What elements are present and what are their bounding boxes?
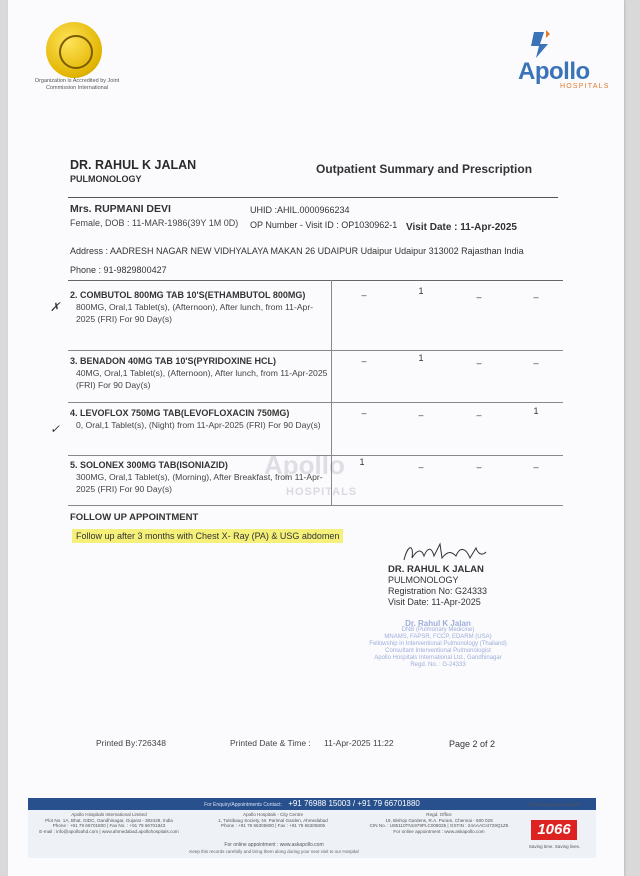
follow-up-note: Follow up after 3 months with Chest X- Ray (PA) & USG abdomen bbox=[72, 529, 343, 543]
medication-description: 300MG, Oral,1 Tablet(s), (Morning), After Breakfast, from 11-Apr-2025 (FRI) For 90 Day(s) bbox=[76, 472, 323, 494]
dose-morning: – bbox=[361, 290, 367, 300]
patient-gender-dob: Female, DOB : 11-MAR-1986(39Y 1M 0D) bbox=[70, 218, 239, 228]
op-number: OP Number - Visit ID : OP1030962-1 bbox=[250, 220, 398, 230]
emergency-number: 1066 bbox=[531, 820, 577, 840]
medication-title: 5. SOLONEX 300MG TAB(ISONIAZID) bbox=[70, 460, 228, 470]
stamp-name: Dr. Rahul K Jalan bbox=[405, 619, 471, 628]
footer-line: Plot No. 1A, Bhat, GIDC, Gandhinagar, Gujarat - 382428, India bbox=[45, 817, 173, 823]
medication-title: 3. BENADON 40MG TAB 10'S(PYRIDOXINE HCL) bbox=[70, 356, 277, 366]
watermark-brand: Apollo bbox=[264, 450, 345, 480]
dose-night: – bbox=[533, 462, 539, 472]
dose-afternoon: – bbox=[418, 410, 424, 420]
medication-item bbox=[70, 407, 328, 431]
footer-company-info bbox=[34, 812, 184, 834]
brand-name: Apollo bbox=[518, 58, 590, 85]
dose-morning: 1 bbox=[359, 457, 365, 467]
visit-date: Visit Date : 11-Apr-2025 bbox=[406, 222, 517, 233]
row-divider bbox=[68, 350, 563, 351]
dose-afternoon: – bbox=[418, 462, 424, 472]
dose-night: 1 bbox=[533, 406, 539, 416]
table-top-divider bbox=[68, 280, 563, 281]
dose-evening: – bbox=[476, 462, 482, 472]
medication-description: 800MG, Oral,1 Tablet(s), (Afternoon), After lunch, from 11-Apr-2025 (FRI) For 90 Day(s) bbox=[76, 302, 314, 324]
apollo-logo-icon bbox=[520, 28, 560, 60]
emergency-label: The Emergency Specialist bbox=[528, 802, 581, 807]
watermark-sub: HOSPITALS bbox=[286, 486, 358, 498]
doctor-department: PULMONOLOGY bbox=[70, 174, 142, 184]
page-number: Page 2 of 2 bbox=[449, 739, 496, 749]
patient-name: Mrs. RUPMANI DEVI bbox=[70, 203, 171, 215]
prescription-page bbox=[8, 0, 624, 876]
printed-date-label: Printed Date & Time : bbox=[230, 738, 311, 748]
dose-evening: – bbox=[476, 358, 482, 368]
footer-line: Phone : +91 79 66701800 | Fax No. : +91 79 66701843 bbox=[52, 823, 166, 829]
enquiry-label: For Enquiry/Appointments Contact: bbox=[204, 802, 282, 808]
accreditation-caption: Organization is Accredited by Joint Commission International bbox=[34, 78, 120, 91]
footer bbox=[28, 798, 596, 858]
dose-morning: – bbox=[361, 408, 367, 418]
signature-department: PULMONOLOGY bbox=[388, 575, 459, 585]
footer-line: Apollo Hospitals International Limited bbox=[71, 812, 147, 817]
printed-by: Printed By:726348 bbox=[96, 738, 166, 748]
dose-evening: – bbox=[476, 292, 482, 302]
form-title: Outpatient Summary and Prescription bbox=[316, 162, 533, 176]
medication-item bbox=[70, 355, 328, 391]
patient-uhid: UHID :AHIL.0000966234 bbox=[250, 205, 350, 215]
dose-night: – bbox=[533, 358, 539, 368]
stamp-line: Apollo Hospitals International Ltd., Gandhinagar bbox=[374, 655, 502, 661]
footer-line: For online appointment : www.askapollo.com bbox=[393, 828, 485, 834]
dose-morning: – bbox=[361, 356, 367, 366]
handwritten-mark: ✓ bbox=[50, 422, 61, 436]
doctor-signature-icon bbox=[400, 540, 490, 566]
dose-afternoon: 1 bbox=[418, 353, 424, 363]
enquiry-phones: +91 76988 15003 / +91 79 66701880 bbox=[288, 799, 420, 808]
stamp-line: Consultant Interventional Pulmonologist bbox=[385, 648, 491, 654]
footer-line: E-mail : info@apolloahd.com | www.ahmedabad.apollohospitals.com bbox=[39, 828, 179, 834]
emergency-badge bbox=[517, 802, 592, 856]
footer-records-note: Keep this records carefully and bring them along during your next visit to our Hospital bbox=[189, 849, 359, 854]
stamp-line: Fellowship in Interventional Pulmonology (Thailand) bbox=[369, 641, 507, 647]
row-divider bbox=[68, 505, 563, 506]
medication-description: 0, Oral,1 Tablet(s), (Night) from 11-Apr-2025 (FRI) For 90 Day(s) bbox=[76, 420, 321, 430]
medication-description: 40MG, Oral,1 Tablet(s), (Afternoon), After lunch, from 11-Apr-2025 (FRI) For 90 Day(s) bbox=[76, 368, 328, 390]
footer-regd-office-info bbox=[364, 812, 514, 834]
footer-contact-bar bbox=[28, 798, 596, 810]
emergency-tagline: Saving time. Saving lives. bbox=[528, 844, 581, 849]
stamp-line: Regd. No. : G-24333 bbox=[410, 662, 466, 668]
row-divider bbox=[68, 402, 563, 403]
signature-registration: Registration No: G24333 bbox=[388, 586, 488, 596]
signature-name: DR. RAHUL K JALAN bbox=[388, 564, 484, 575]
doctor-name: DR. RAHUL K JALAN bbox=[70, 158, 197, 172]
patient-phone: Phone : 91-9829800427 bbox=[70, 265, 167, 275]
printed-date-value: 11-Apr-2025 11:22 bbox=[324, 738, 394, 748]
dose-evening: – bbox=[476, 410, 482, 420]
brand-sub: HOSPITALS bbox=[560, 83, 610, 90]
doctor-stamp bbox=[368, 620, 508, 669]
patient-address: Address : AADRESH NAGAR NEW VIDHYALAYA MAKAN 26 UDAIPUR Udaipur Udaipur 313002 Rajasthan India bbox=[70, 246, 524, 256]
footer-city-centre-info bbox=[198, 812, 348, 829]
stamp-line: MNAMS, FAPSR, FCCP, EDARM (USA) bbox=[384, 634, 492, 640]
medication-title: 4. LEVOFLOX 750MG TAB(LEVOFLOXACIN 750MG) bbox=[70, 408, 290, 418]
footer-line: Apollo Hospitals - City Centre bbox=[243, 812, 303, 817]
medication-title: 2. COMBUTOL 800MG TAB 10'S(ETHAMBUTOL 800MG) bbox=[70, 290, 306, 300]
footer-line: 1, Tulsibaug Society, Nr. Parimal Garden, Ahmedabad bbox=[218, 817, 328, 823]
handwritten-mark: ✗ bbox=[50, 300, 61, 314]
medication-item bbox=[70, 289, 328, 325]
follow-up-title: FOLLOW UP APPOINTMENT bbox=[70, 512, 199, 523]
signature-visit-date: Visit Date: 11-Apr-2025 bbox=[388, 597, 481, 607]
dose-afternoon: 1 bbox=[418, 286, 424, 296]
stamp-line: DNB (Pulmonary Medicine) bbox=[401, 627, 475, 633]
footer-line: Regd. Office bbox=[426, 812, 452, 817]
header-divider bbox=[68, 197, 558, 198]
footer-line: Phone : +91 79 66305800 | Fax : +91 79 66305805 bbox=[220, 823, 326, 829]
footer-online-appointment: For online appointment : www.askapollo.com bbox=[224, 842, 324, 848]
jci-accreditation-seal bbox=[46, 22, 102, 78]
footer-line: CIN No. : U85110TN1979PLC008035 | GSTIN : 24AAACI4729Q1Z5 bbox=[369, 823, 509, 829]
footer-line: 19, Bishop Gardens, R.A. Puram, Chennai - 600 028 bbox=[385, 817, 493, 823]
dose-night: – bbox=[533, 292, 539, 302]
